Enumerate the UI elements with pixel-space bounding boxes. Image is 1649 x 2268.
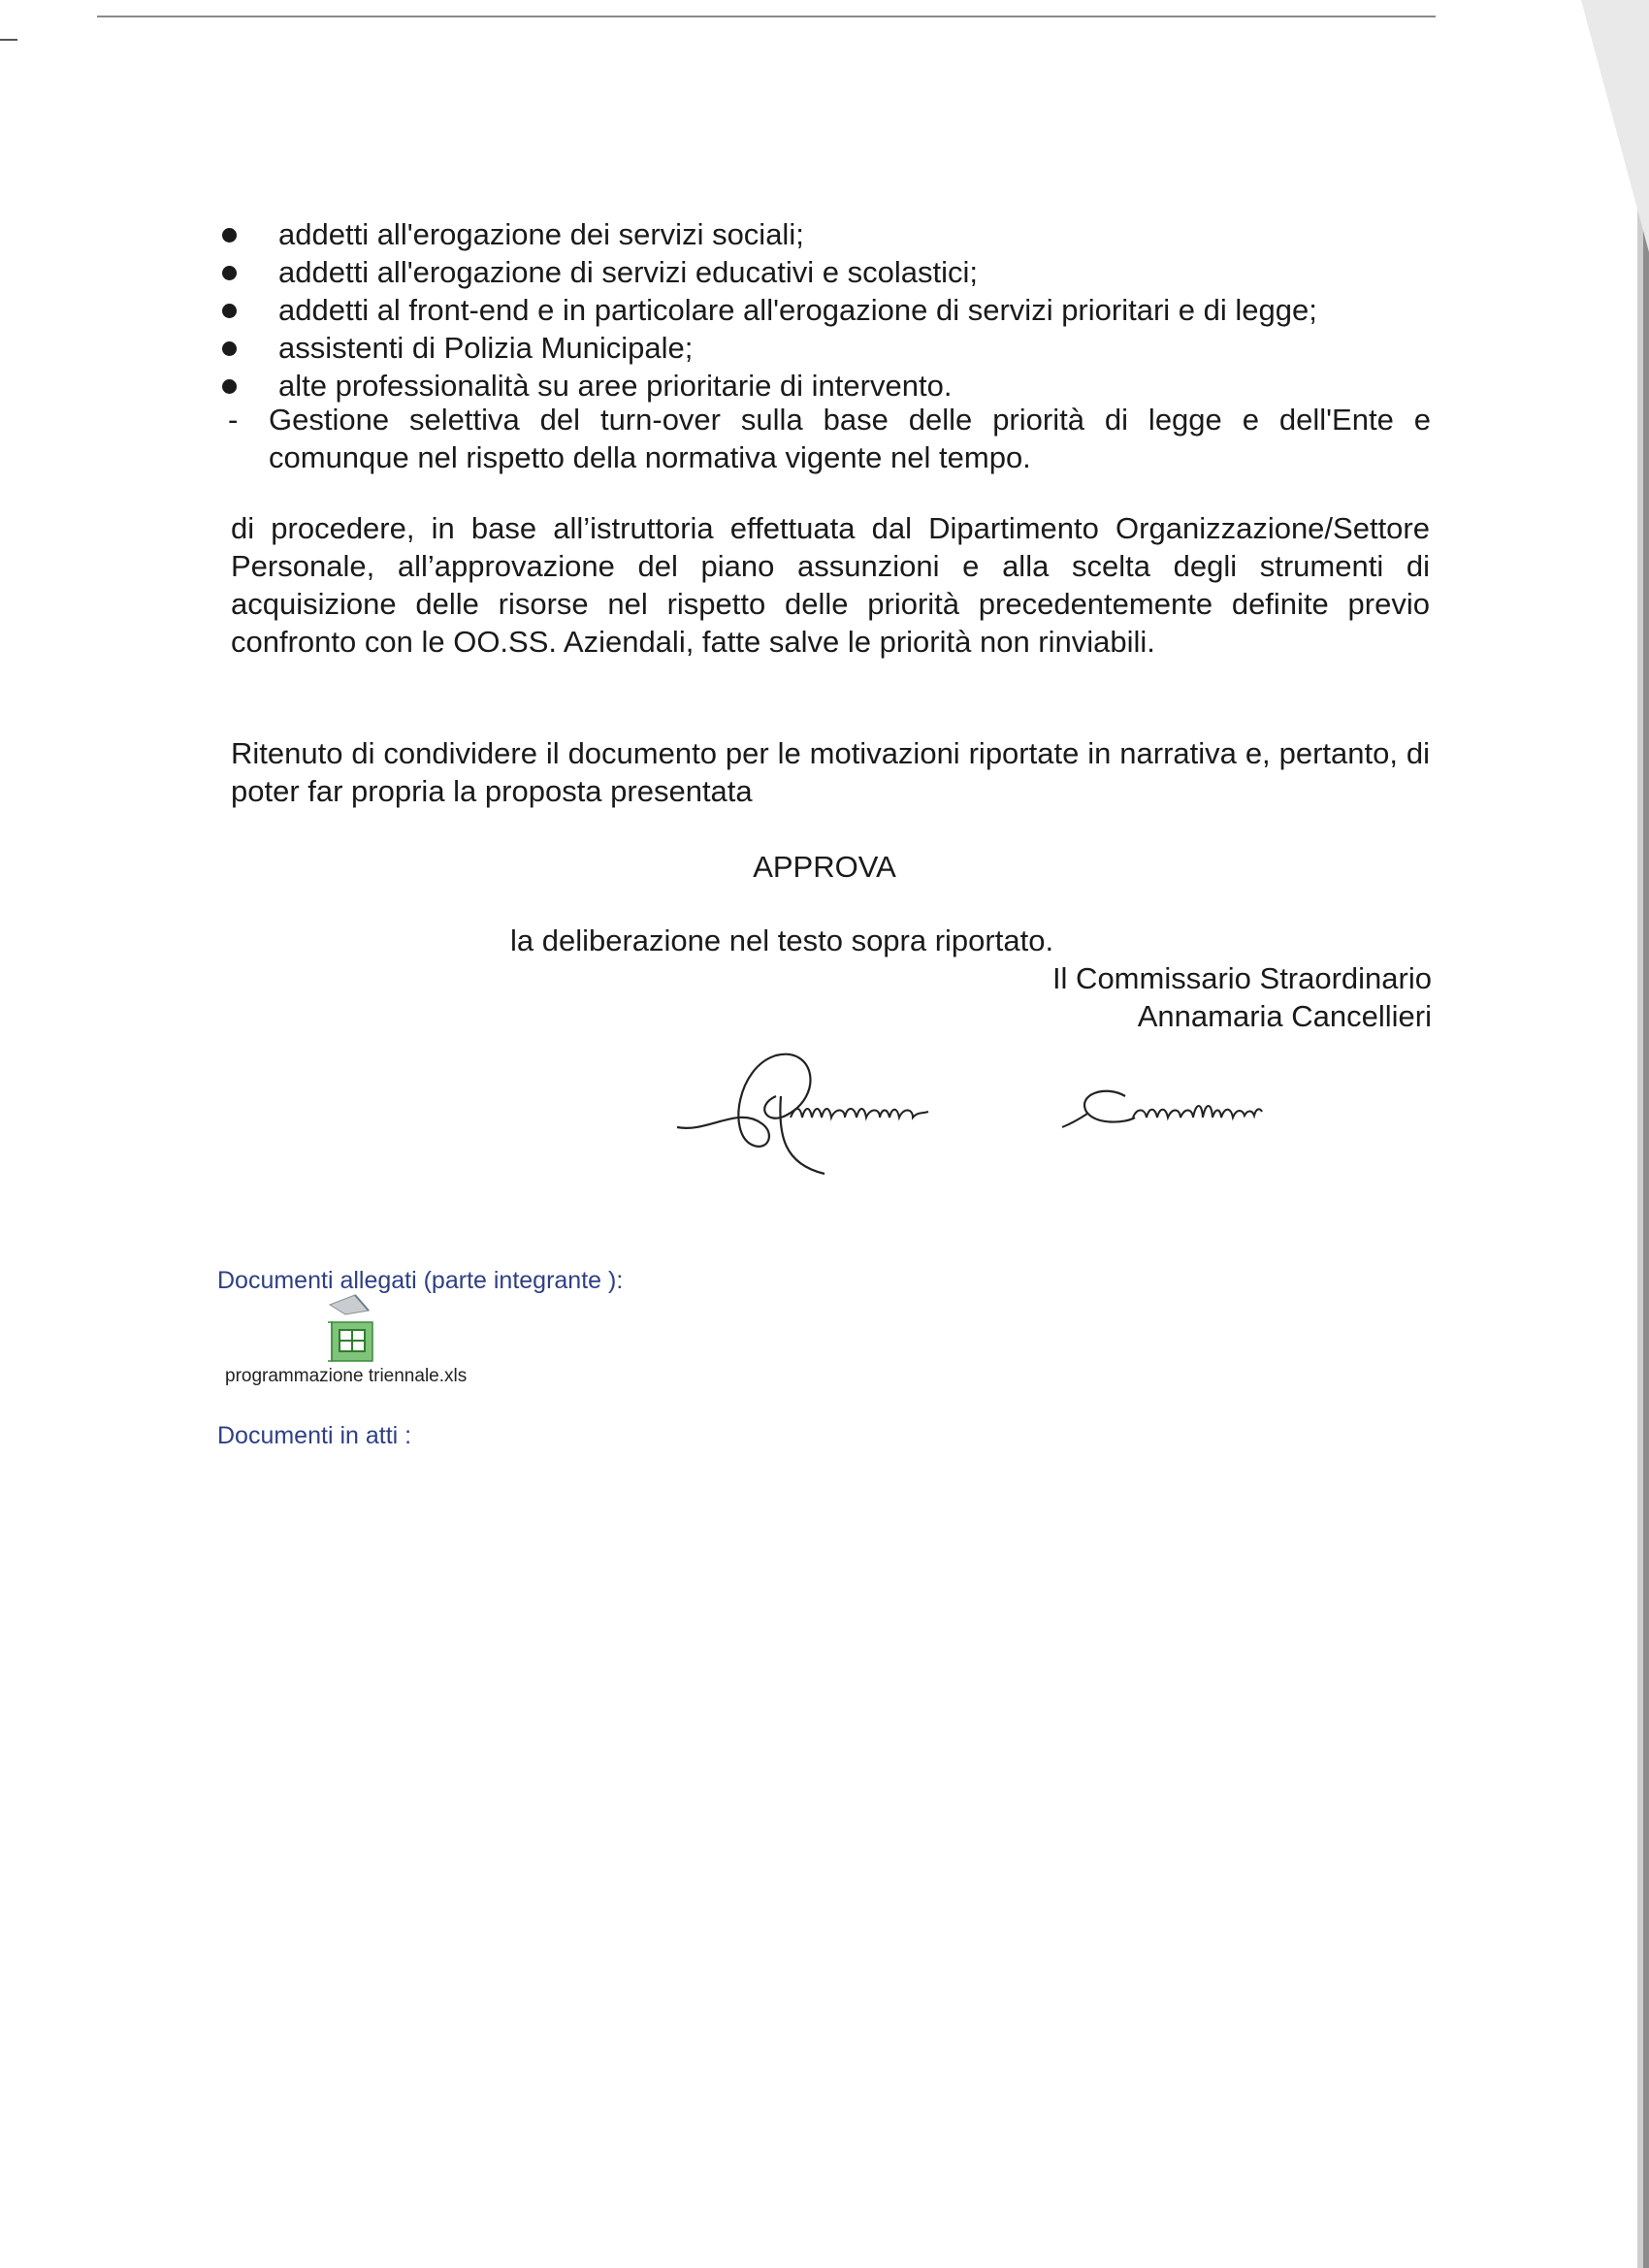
bullet-item: addetti all'erogazione di servizi educativi e scolastici;: [218, 253, 1440, 291]
bullet-dot: [222, 228, 237, 243]
bullet-list: [218, 215, 1440, 405]
scan-top-edge: [97, 16, 1436, 17]
scan-left-mark: [0, 39, 17, 41]
bullet-dot: [222, 266, 237, 280]
bullet-dot: [222, 341, 237, 356]
attachment-filename[interactable]: programmazione triennale.xls: [225, 1366, 468, 1386]
excel-file-icon[interactable]: [326, 1293, 384, 1367]
paragraph-ritenuto: Ritenuto di condividere il documento per le motivazioni riportate in narrativa e, pertanto, di poter far propria la proposta presentata: [231, 736, 1430, 808]
bullet-item: addetti all'erogazione dei servizi sociali;: [218, 215, 1440, 253]
attachments-heading: Documenti allegati (parte integrante ):: [217, 1267, 624, 1294]
paragraph-procedere: di procedere, in base all’istruttoria effettuata dal Dipartimento Organizzazione/Settore Personale, all’approvazione del piano assunzioni e alla scelta degli strumenti di acquisizione delle risorse nel rispetto delle priorità precedentemente definite previo confronto con le OO.SS. Aziendali, fatte salve le priorità non rinviabili.: [231, 511, 1430, 659]
bullet-item: addetti al front-end e in particolare all'erogazione di servizi prioritari e di legge;: [218, 291, 1440, 329]
bullet-dot: [222, 304, 237, 318]
handwritten-signature: [669, 1038, 1426, 1183]
signatory-role: Il Commissario Straordinario: [1051, 961, 1432, 995]
bullet-item: assistenti di Polizia Municipale;: [218, 329, 1440, 367]
signatory-name: Annamaria Cancellieri: [1137, 999, 1432, 1033]
scan-right-edge: [1581, 0, 1649, 2268]
dash-marker: -: [228, 403, 239, 437]
bullet-item: alte professionalità su aree prioritarie di intervento.: [218, 367, 1440, 405]
approva-heading: APPROVA: [753, 850, 896, 884]
bullet-dot: [222, 379, 237, 394]
dash-list-item: [228, 401, 1431, 476]
deliberazione-line: la deliberazione nel testo sopra riportato.: [510, 923, 1054, 957]
dash-item-text: Gestione selettiva del turn-over sulla base delle priorità di legge e dell'Ente e comunque nel rispetto della normativa vigente nel tempo.: [269, 403, 1431, 474]
documents-in-atti-heading: Documenti in atti :: [217, 1422, 412, 1449]
